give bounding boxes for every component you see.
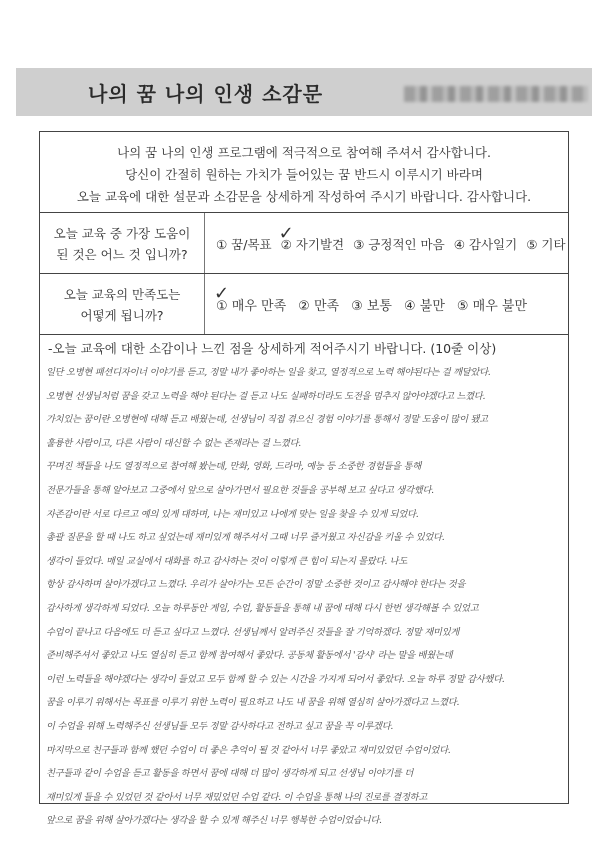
check-mark-icon: ✓ (278, 222, 294, 244)
handwritten-line: 가치있는 꿈이란 오병현에 대해 듣고 배웠는데, 선생님이 직접 겪으신 경험 이야기를 통해서 정말 도움이 많이 됐고 (46, 414, 488, 426)
option-positive-mind[interactable]: ③ 긍정적인 마음 (353, 236, 445, 252)
handwritten-line: 항상 감사하며 살아가겠다고 느꼈다. 우리가 살아가는 모든 순간이 정말 소중한 것이고 감사해야 한다는 것을 (46, 579, 466, 591)
question-most-helpful (40, 212, 568, 274)
option-gratitude-diary[interactable]: ④ 감사일기 (453, 236, 518, 252)
handwritten-line: 총괄 질문을 할 때 나도 하고 싶었는데 재미있게 해주셔서 그때 너무 즐거웠고 자신감을 키울 수 있었다. (46, 532, 445, 544)
option-group (216, 274, 527, 335)
handwritten-line: 생각이 들었다. 매일 교실에서 대화를 하고 감사하는 것이 이렇게 큰 힘이 되는지 몰랐다. 나도 (46, 555, 408, 567)
handwritten-line: 꾸며진 책들을 나도 열정적으로 참여해 봤는데, 만화, 영화, 드라마, 예능 등 소중한 경험들을 통해 (46, 461, 422, 473)
survey-form (39, 131, 569, 827)
option-dissatisfied[interactable]: ④ 불만 (403, 299, 445, 314)
option-label: ② 자기발견 (280, 236, 345, 252)
intro-line: 오늘 교육에 대한 설문과 소감문을 상세하게 작성하여 주시기 바랍니다. 감사합니다. (76, 189, 532, 204)
option-group (216, 213, 566, 274)
feedback-section (40, 334, 568, 827)
handwritten-response[interactable] (46, 361, 564, 833)
option-self-discovery[interactable] (278, 222, 345, 253)
check-mark-icon: ✓ (214, 283, 230, 304)
option-other[interactable]: ⑤ 기타 (526, 236, 566, 252)
option-label: ① 매우 만족 (216, 299, 287, 314)
handwritten-line: 꿈을 이루기 위해서는 목표를 이루기 위한 노력이 필요하고 나도 내 꿈을 위해 열심히 살아가겠다고 느꼈다. (46, 697, 460, 709)
handwritten-line: 훌륭한 사람이고, 다른 사람이 대신할 수 없는 존재라는 걸 느꼈다. (46, 437, 301, 449)
handwritten-line: 이 수업을 위해 노력해주신 선생님들 모두 정말 감사하다고 전하고 싶고 꿈을 꼭 이루겠다. (46, 720, 394, 732)
question-label (40, 213, 205, 274)
handwritten-line: 친구들과 같이 수업을 듣고 활동을 하면서 꿈에 대해 더 많이 생각하게 되고 선생님 이야기를 더 (46, 768, 414, 780)
question-satisfaction (40, 273, 568, 335)
handwritten-line: 일단 오병현 패션디자이너 이야기를 듣고, 정말 내가 좋아하는 일을 찾고, 열정적으로 노력 해야된다는 걸 깨달았다. (46, 367, 491, 378)
handwritten-line: 재미있게 들을 수 있었던 것 같아서 너무 재밌었던 수업 같다. 이 수업을 통해 나의 진로를 결정하고 (46, 791, 428, 803)
handwritten-line: 전문가들을 통해 알아보고 그중에서 앞으로 살아가면서 필요한 것들을 공부해 보고 싶다고 생각했다. (46, 484, 434, 496)
question-label-line: 오늘 교육 중 가장 도움이 (53, 225, 191, 241)
handwritten-line: 앞으로 꿈을 위해 살아가겠다는 생각을 할 수 있게 해주신 너무 행복한 수업이었습니다. (46, 815, 382, 827)
question-label (40, 274, 205, 335)
title-banner (16, 68, 592, 116)
handwritten-line: 오병현 선생님처럼 꿈을 갖고 노력을 해야 된다는 걸 듣고 나도 실패하더라도 도전을 멈추지 않아야겠다고 느꼈다. (46, 390, 486, 402)
option-very-satisfied[interactable] (214, 283, 287, 314)
intro-line: 나의 꿈 나의 인생 프로그램에 적극적으로 참여해 주셔서 감사합니다. (117, 145, 491, 160)
intro-line: 당신이 간절히 원하는 가치가 들어있는 꿈 반드시 이루시기 바라며 (125, 167, 483, 182)
option-neutral[interactable]: ③ 보통 (351, 299, 392, 314)
handwritten-line: 자존감이란 서로 다르고 예의 있게 대하며, 나는 재미있고 나에게 맞는 일을 찾을 수 있게 되었다. (46, 508, 419, 520)
handwritten-line: 감사하게 생각하게 되었다. 오늘 하루동안 게임, 수업, 활동들을 통해 내 꿈에 대해 다시 한번 생각해볼 수 있었고 (46, 602, 479, 614)
option-satisfied[interactable]: ② 만족 (298, 299, 340, 314)
page-title: 나의 꿈 나의 인생 소감문 (88, 82, 324, 106)
option-dream-goal[interactable]: ① 꿈/목표 (216, 236, 272, 252)
question-label-line: 된 것은 어느 것 입니까? (56, 246, 188, 262)
handwritten-line: 준비해주셔서 좋았고 나도 열심히 듣고 함께 참여해서 좋았다. 공동체 활동에서 '감사' 라는 말을 배웠는데 (46, 650, 453, 662)
intro-message (40, 142, 568, 208)
handwritten-line: 마지막으로 친구들과 함께 했던 수업이 더 좋은 추억이 될 것 같아서 너무 좋았고 재미있었던 수업이었다. (46, 744, 451, 756)
redacted-name-block (404, 86, 588, 102)
handwritten-line: 수업이 끝나고 다음에도 더 듣고 싶다고 느꼈다. 선생님께서 알려주신 것들을 잘 기억하겠다. 정말 재미있게 (46, 626, 460, 638)
handwritten-line: 이런 노력들을 해야겠다는 생각이 들었고 모두 함께 할 수 있는 시간을 가지게 되어서 좋았다. 오늘 하루 정말 감사했다. (46, 673, 505, 685)
question-label-line: 오늘 교육의 만족도는 (63, 286, 181, 302)
option-very-dissatisfied[interactable]: ⑤ 매우 불만 (456, 299, 528, 314)
feedback-prompt: -오늘 교육에 대한 소감이나 느낀 점을 상세하게 적어주시기 바랍니다. (10줄 이상) (48, 341, 497, 356)
question-label-line: 어떻게 됩니까? (80, 307, 164, 323)
